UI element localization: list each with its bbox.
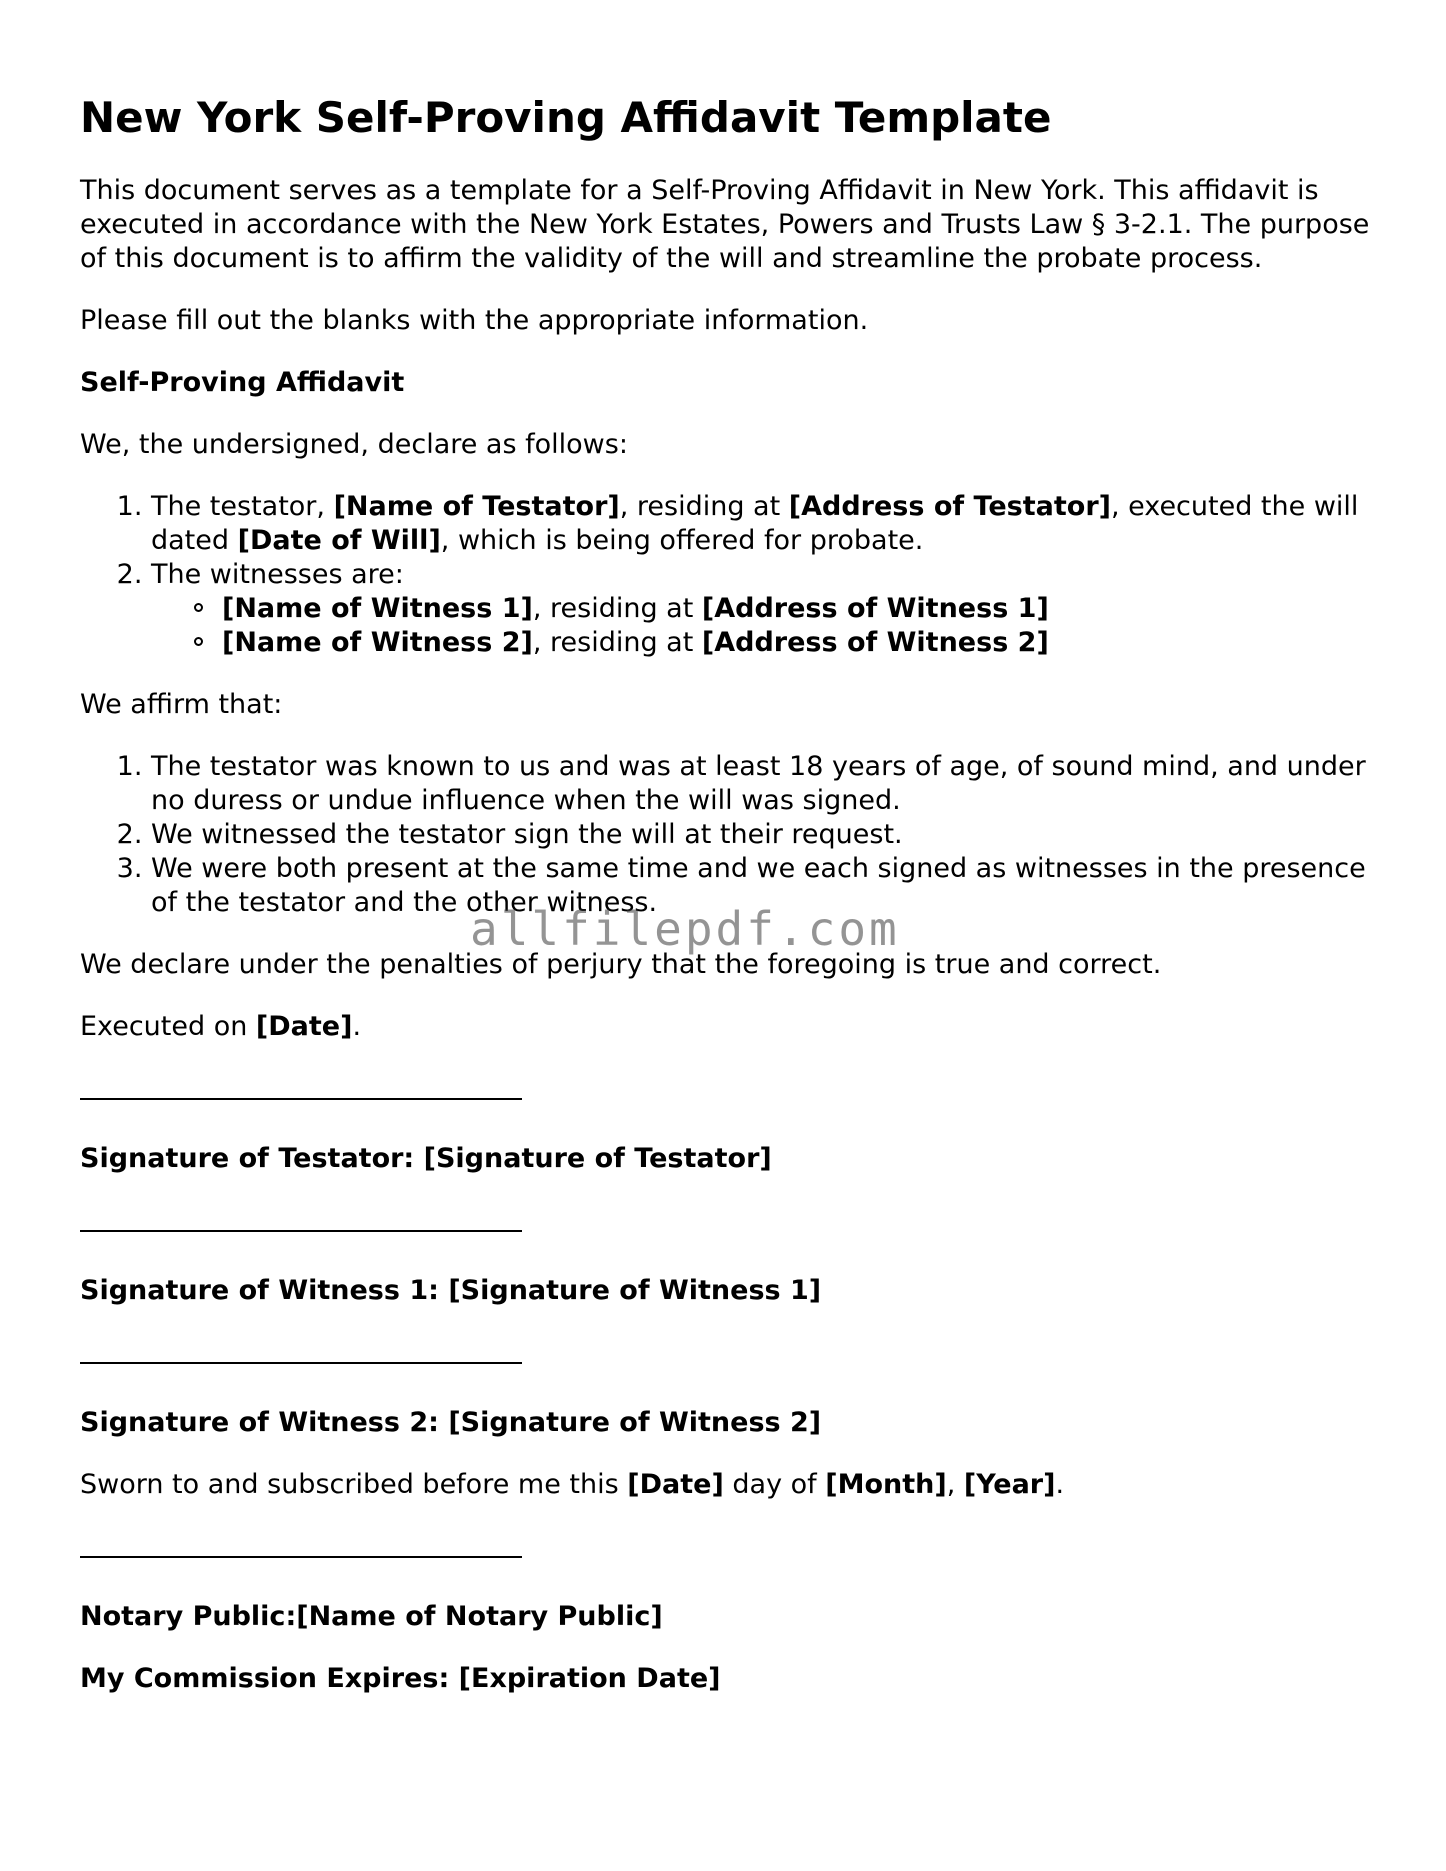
testator-signature-line[interactable] <box>80 1098 522 1100</box>
instructions-paragraph: Please fill out the blanks with the appropriate information. <box>80 305 869 336</box>
testator-name-placeholder: [Name of Testator] <box>333 491 620 522</box>
testator-address-placeholder: [Address of Testator] <box>788 491 1111 522</box>
affirmation-item: 2. We witnessed the testator sign the will at their request. <box>151 818 1370 852</box>
witness1-signature-line[interactable] <box>80 1230 522 1232</box>
executed-date-placeholder: [Date] <box>255 1011 353 1042</box>
section-heading: Self-Proving Affidavit <box>80 367 405 398</box>
notary-label: Notary Public:[Name of Notary Public] <box>80 1601 663 1632</box>
sworn-date-placeholder: [Date] <box>627 1469 724 1500</box>
witness-address-placeholder: [Address of Witness 2] <box>701 627 1049 658</box>
declaration-item-witnesses: 2. The witnesses are: [Name of Witness 1], residing at [Address of Witness 1] [Name of Witness 2], residing at [Address of Witness 2] <box>151 558 1370 660</box>
affirmation-item: 3. We were both present at the same time and we each signed as witnesses in the presence of the testator and the other witness. <box>151 852 1370 920</box>
witness2-signature-line[interactable] <box>80 1362 522 1364</box>
circle-bullet-icon <box>194 603 203 612</box>
declarations-list <box>80 490 1370 660</box>
executed-line: Executed on [Date]. <box>80 1011 362 1042</box>
commission-expiry-label: My Commission Expires: [Expiration Date] <box>80 1663 721 1694</box>
affirmations-list <box>80 750 1370 920</box>
declare-intro: We, the undersigned, declare as follows: <box>80 429 628 460</box>
testator-signature-label: Signature of Testator: [Signature of Testator] <box>80 1143 772 1174</box>
sworn-statement: Sworn to and subscribed before me this [Date] day of [Month], [Year]. <box>80 1469 1065 1500</box>
sworn-year-placeholder: [Year] <box>963 1469 1056 1500</box>
document-title: New York Self-Proving Affidavit Template <box>80 93 1052 142</box>
document-page <box>80 92 1370 1724</box>
witness1-signature-label: Signature of Witness 1: [Signature of Witness 1] <box>80 1275 822 1306</box>
intro-paragraph: This document serves as a template for a Self-Proving Affidavit in New York. This affidavit is executed in accordance with the New York Estates, Powers and Trusts Law § 3-2.1. The purpose of this document is to affirm the validity of the will and streamline the probate process. <box>80 175 1370 274</box>
perjury-statement: We declare under the penalties of perjury that the foregoing is true and correct. <box>80 949 1162 980</box>
witness-item: [Name of Witness 2], residing at [Address of Witness 2] <box>222 626 1370 660</box>
witness-name-placeholder: [Name of Witness 2] <box>222 627 533 658</box>
witness-address-placeholder: [Address of Witness 1] <box>701 593 1049 624</box>
declaration-item-testator: 1. The testator, [Name of Testator], residing at [Address of Testator], executed the will dated [Date of Will], which is being offered for probate. <box>151 490 1370 558</box>
will-date-placeholder: [Date of Will] <box>237 525 441 556</box>
witness-list <box>151 592 1370 660</box>
watermark: allfilepdf.com <box>470 902 900 956</box>
affirmation-item: 1. The testator was known to us and was at least 18 years of age, of sound mind, and under no duress or undue influence when the will was signed. <box>151 750 1370 818</box>
affirm-intro: We affirm that: <box>80 689 283 720</box>
witness2-signature-label: Signature of Witness 2: [Signature of Witness 2] <box>80 1407 822 1438</box>
witness-name-placeholder: [Name of Witness 1] <box>222 593 533 624</box>
witness-item: [Name of Witness 1], residing at [Address of Witness 1] <box>222 592 1370 626</box>
notary-signature-line[interactable] <box>80 1556 522 1558</box>
sworn-month-placeholder: [Month] <box>825 1469 947 1500</box>
circle-bullet-icon <box>194 637 203 646</box>
